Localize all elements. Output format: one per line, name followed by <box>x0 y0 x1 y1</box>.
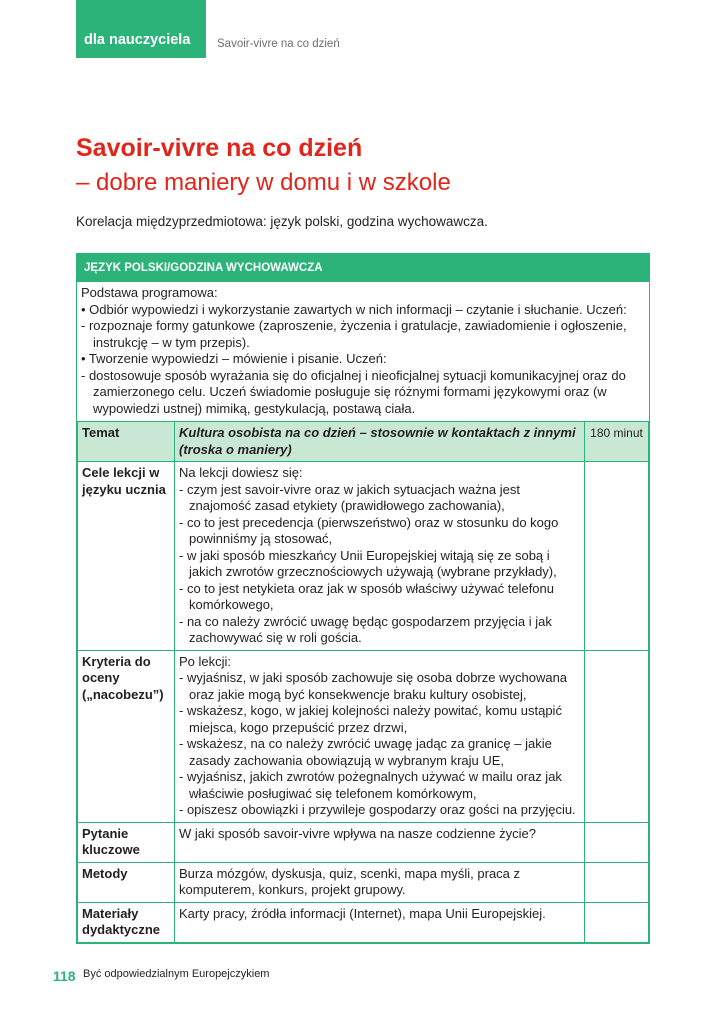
row-content: Burza mózgów, dyskusja, quiz, scenki, mapa myśli, praca z komputerem, konkurs, projekt grupowy. <box>175 862 585 902</box>
lesson-table <box>77 421 649 943</box>
table-row-temat <box>78 422 649 462</box>
page-subtitle: – dobre maniery w domu i w szkole <box>76 169 451 196</box>
row-content <box>175 462 585 651</box>
row-content: Karty pracy, źródła informacji (Internet), mapa Unii Europejskiej. <box>175 902 585 942</box>
time-badge: 180 minut <box>585 422 649 462</box>
temat-text: Kultura osobista na co dzień – stosownie w kontaktach z innymi (troska o maniery) <box>175 422 585 462</box>
table-row-pytanie <box>78 822 649 862</box>
row-label: Kryteria do oceny („nacobezu”) <box>78 650 175 822</box>
table-row-metody <box>78 862 649 902</box>
korelacja-text: Korelacja międzyprzedmiotowa: język polski, godzina wychowawcza. <box>76 214 488 229</box>
section-label: Savoir-vivre na co dzień <box>217 38 340 50</box>
row-intro: Na lekcji dowiesz się: <box>179 465 303 480</box>
list-item: - wskażesz, kogo, w jakiej kolejności należy powitać, komu ustąpić miejsca, kogo przepuścić przez drzwi, <box>179 703 562 735</box>
podstawa-line: • Odbiór wypowiedzi i wykorzystanie zawartych w nich informacji – czytanie i słuchanie. Uczeń: <box>81 301 627 317</box>
list-item: - wyjaśnisz, jakich zwrotów pożegnalnych używać w mailu oraz jak właściwie posługiwać się telefonem komórkowym, <box>179 769 562 801</box>
list-item: - opiszesz obowiązki i przywileje gospodarzy oraz gości na przyjęciu. <box>179 802 576 817</box>
empty-cell <box>585 862 649 902</box>
row-intro: Po lekcji: <box>179 653 232 669</box>
page-title: Savoir-vivre na co dzień <box>76 134 363 162</box>
row-content: W jaki sposób savoir-vivre wpływa na nasze codzienne życie? <box>175 822 585 862</box>
list-item: - czym jest savoir-vivre oraz w jakich sytuacjach ważna jest znajomość zasad etykiety (prawidłowego zachowania), <box>179 481 520 513</box>
lesson-plan-box <box>76 253 650 944</box>
row-label: Metody <box>78 862 175 902</box>
list-item: - co to jest precedencja (pierwszeństwo) oraz w stosunku do kogo powinniśmy ją stosować, <box>179 514 559 546</box>
podstawa-programowa <box>77 282 649 421</box>
empty-cell <box>585 650 649 822</box>
list-item: - w jaki sposób mieszkańcy Unii Europejskiej witają się ze sobą i jakich zwrotów grzecznościowych używają (wybrane przykłady), <box>179 547 557 579</box>
table-row-cele <box>78 462 649 651</box>
empty-cell <box>585 462 649 651</box>
table-row-kryteria <box>78 650 649 822</box>
table-row-materialy <box>78 902 649 942</box>
row-label: Materiały dydaktyczne <box>78 902 175 942</box>
podstawa-line: - rozpoznaje formy gatunkowe (zaproszenie, życzenia i gratulacje, zawiadomienie i ogłoszenie, instrukcję – w tym przepis). <box>81 318 627 350</box>
podstawa-line: • Tworzenie wypowiedzi – mówienie i pisanie. Uczeń: <box>81 351 387 366</box>
podstawa-line: Podstawa programowa: <box>81 285 218 300</box>
box-header: JĘZYK POLSKI/GODZINA WYCHOWAWCZA <box>77 254 649 282</box>
section-tab: dla nauczyciela <box>76 0 206 58</box>
list-item: - wyjaśnisz, w jaki sposób zachowuje się osoba dobrze wychowana oraz jakie mogą być konsekwencje braku kultury osobistej, <box>179 670 568 702</box>
list-item: - wskażesz, na co należy zwrócić uwagę jadąc za granicę – jakie zasady zachowania obowiązują w wybranym kraju UE, <box>179 736 552 768</box>
row-label: Cele lekcji w języku ucznia <box>78 462 175 651</box>
row-content <box>175 650 585 822</box>
row-label: Pytanie kluczowe <box>78 822 175 862</box>
row-label: Temat <box>78 422 175 462</box>
list-item: - na co należy zwrócić uwagę będąc gospodarzem przyjęcia i jak zachowywać się w roli gościa. <box>179 613 552 645</box>
footer-text: Być odpowiedzialnym Europejczykiem <box>83 968 270 980</box>
list-item: - co to jest netykieta oraz jak w sposób właściwy używać telefonu komórkowego, <box>179 580 555 612</box>
page-number: 118 <box>53 968 76 984</box>
empty-cell <box>585 822 649 862</box>
podstawa-line: - dostosowuje sposób wyrażania się do oficjalnej i nieoficjalnej sytuacji komunikacyjnej oraz do zamierzonego celu. Uczeń świadomie posługuje się różnymi formami językowymi oraz (w wypowiedzi ustnej) mimiką, gestykulacją, postawą ciała. <box>81 367 626 416</box>
empty-cell <box>585 902 649 942</box>
